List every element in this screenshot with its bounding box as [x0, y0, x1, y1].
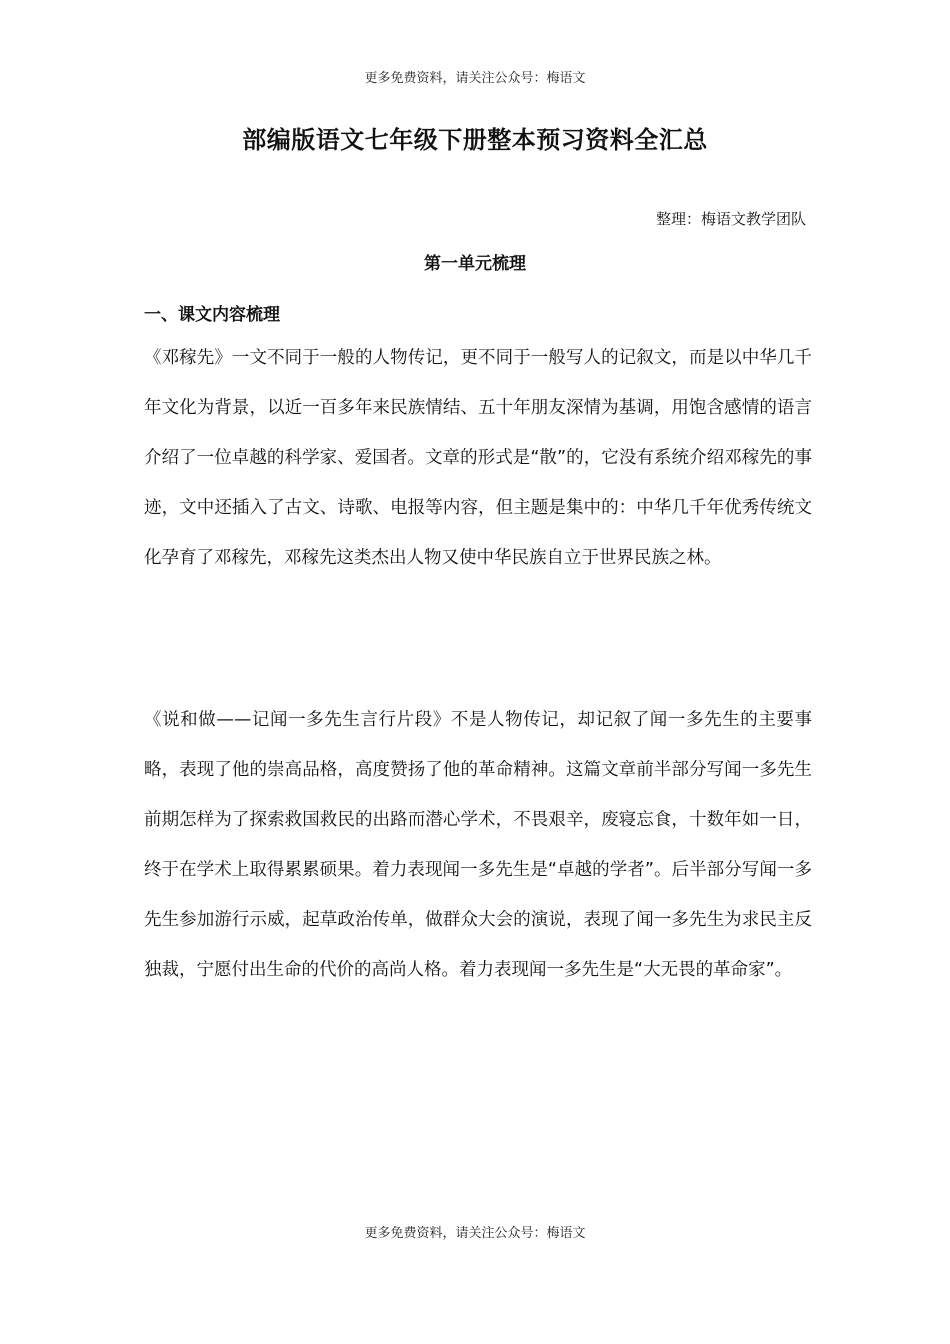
paragraph-wen-yiduo: 《说和做——记闻一多先生言行片段》不是人物传记，却记叙了闻一多先生的主要事略，表现了他的崇高品格，高度赞扬了他的革命精神。这篇文章前半部分写闻一多先生前期怎样为了探索救国救民的出路而潜心学术，不畏艰辛，废寝忘食，十数年如一日，终于在学术上取得累累硕果。着力表现闻一多先生是“卓越的学者”。后半部分写闻一多先生参加游行示威，起草政治传单，做群众大会的演说，表现了闻一多先生为求民主反独裁，宁愿付出生命的代价的高尚人格。着力表现闻一多先生是“大无畏的革命家”。 — [144, 710, 812, 980]
unit-heading: 第一单元梳理 — [424, 254, 526, 274]
section-heading: 一、课文内容梳理 — [144, 305, 280, 325]
footer-promo-note: 更多免费资料，请关注公众号：梅语文 — [364, 1226, 586, 1241]
header-promo-note: 更多免费资料，请关注公众号：梅语文 — [364, 71, 586, 86]
compiler-credit: 整理：梅语文教学团队 — [655, 210, 806, 228]
document-title: 部编版语文七年级下册整本预习资料全汇总 — [242, 126, 708, 154]
paragraph-deng-jiaxian: 《邓稼先》一文不同于一般的人物传记，更不同于一般写人的记叙文，而是以中华几千年文化为背景，以近一百多年来民族情结、五十年朋友深情为基调，用饱含感情的语言介绍了一位卓越的科学家、爱国者。文章的形式是“散”的，它没有系统介绍邓稼先的事迹，文中还插入了古文、诗歌、电报等内容，但主题是集中的：中华几千年优秀传统文化孕育了邓稼先，邓稼先这类杰出人物又使中华民族自立于世界民族之林。 — [144, 348, 812, 568]
